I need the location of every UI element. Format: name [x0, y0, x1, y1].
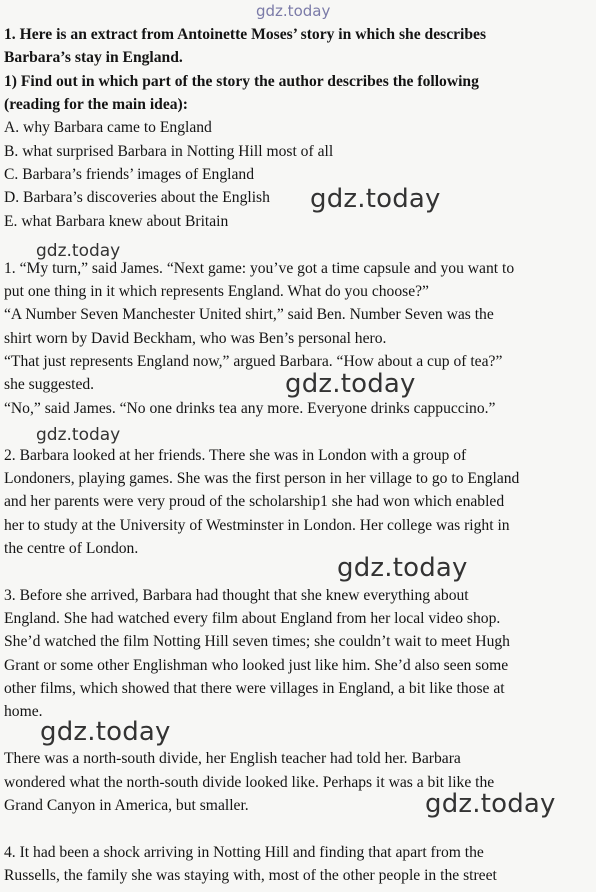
story-line: Londoners, playing games. She was the first person in her village to go to England	[4, 470, 520, 487]
watermark: gdz.today	[36, 241, 121, 261]
story-line: shirt worn by David Beckham, who was Ben’s personal hero.	[4, 330, 387, 347]
story-line: “No,” said James. “No one drinks tea any more. Everyone drinks cappuccino.”	[4, 400, 496, 417]
task-heading-line: Barbara’s stay in England.	[4, 49, 183, 66]
watermark: gdz.today	[256, 2, 331, 20]
story-line: put one thing in it which represents England. What do you choose?”	[4, 283, 429, 300]
task-instruction-line: (reading for the main idea):	[4, 96, 188, 113]
story-line: and her parents were very proud of the scholarship1 she had won which enabled	[4, 493, 505, 510]
story-line: England. She had watched every film about England from her local video shop.	[4, 610, 501, 627]
story-line: home.	[4, 703, 43, 720]
story-line: “That just represents England now,” argued Barbara. “How about a cup of tea?”	[4, 353, 503, 370]
story-line: other films, which showed that there were villages in England, a bit like those at	[4, 680, 505, 697]
story-line: Russells, the family she was staying with, most of the other people in the street	[4, 867, 497, 884]
watermark: gdz.today	[285, 369, 416, 399]
option-c: C. Barbara’s friends’ images of England	[4, 166, 255, 183]
story-line: 1. “My turn,” said James. “Next game: you’ve got a time capsule and you want to	[4, 260, 515, 277]
watermark: gdz.today	[310, 184, 441, 214]
watermark: gdz.today	[36, 425, 121, 445]
task-heading-line: 1. Here is an extract from Antoinette Moses’ story in which she describes	[4, 26, 487, 43]
story-line: There was a north-south divide, her English teacher had told her. Barbara	[4, 750, 461, 767]
watermark: gdz.today	[337, 553, 468, 583]
option-d: D. Barbara’s discoveries about the English	[4, 189, 270, 206]
task-instruction-line: 1) Find out in which part of the story the author describes the following	[4, 73, 479, 90]
story-line: her to study at the University of Westminster in London. Her college was right in	[4, 517, 510, 534]
story-line: wondered what the north-south divide looked like. Perhaps it was a bit like the	[4, 774, 495, 791]
option-b: B. what surprised Barbara in Notting Hill most of all	[4, 143, 334, 160]
story-line: “A Number Seven Manchester United shirt,” said Ben. Number Seven was the	[4, 306, 494, 323]
story-line: 3. Before she arrived, Barbara had thought that she knew everything about	[4, 587, 469, 604]
watermark: gdz.today	[425, 789, 556, 819]
option-a: A. why Barbara came to England	[4, 119, 212, 136]
story-line: the centre of London.	[4, 540, 139, 557]
story-line: Grant or some other Englishman who looked just like him. She’d also seen some	[4, 657, 509, 674]
story-line: Grand Canyon in America, but smaller.	[4, 797, 249, 814]
watermark: gdz.today	[40, 717, 171, 747]
story-line: 2. Barbara looked at her friends. There she was in London with a group of	[4, 447, 467, 464]
story-line: She’d watched the film Notting Hill seven times; she couldn’t wait to meet Hugh	[4, 633, 510, 650]
option-e: E. what Barbara knew about Britain	[4, 213, 229, 230]
story-line: 4. It had been a shock arriving in Notting Hill and finding that apart from the	[4, 844, 484, 861]
story-line: she suggested.	[4, 376, 95, 393]
